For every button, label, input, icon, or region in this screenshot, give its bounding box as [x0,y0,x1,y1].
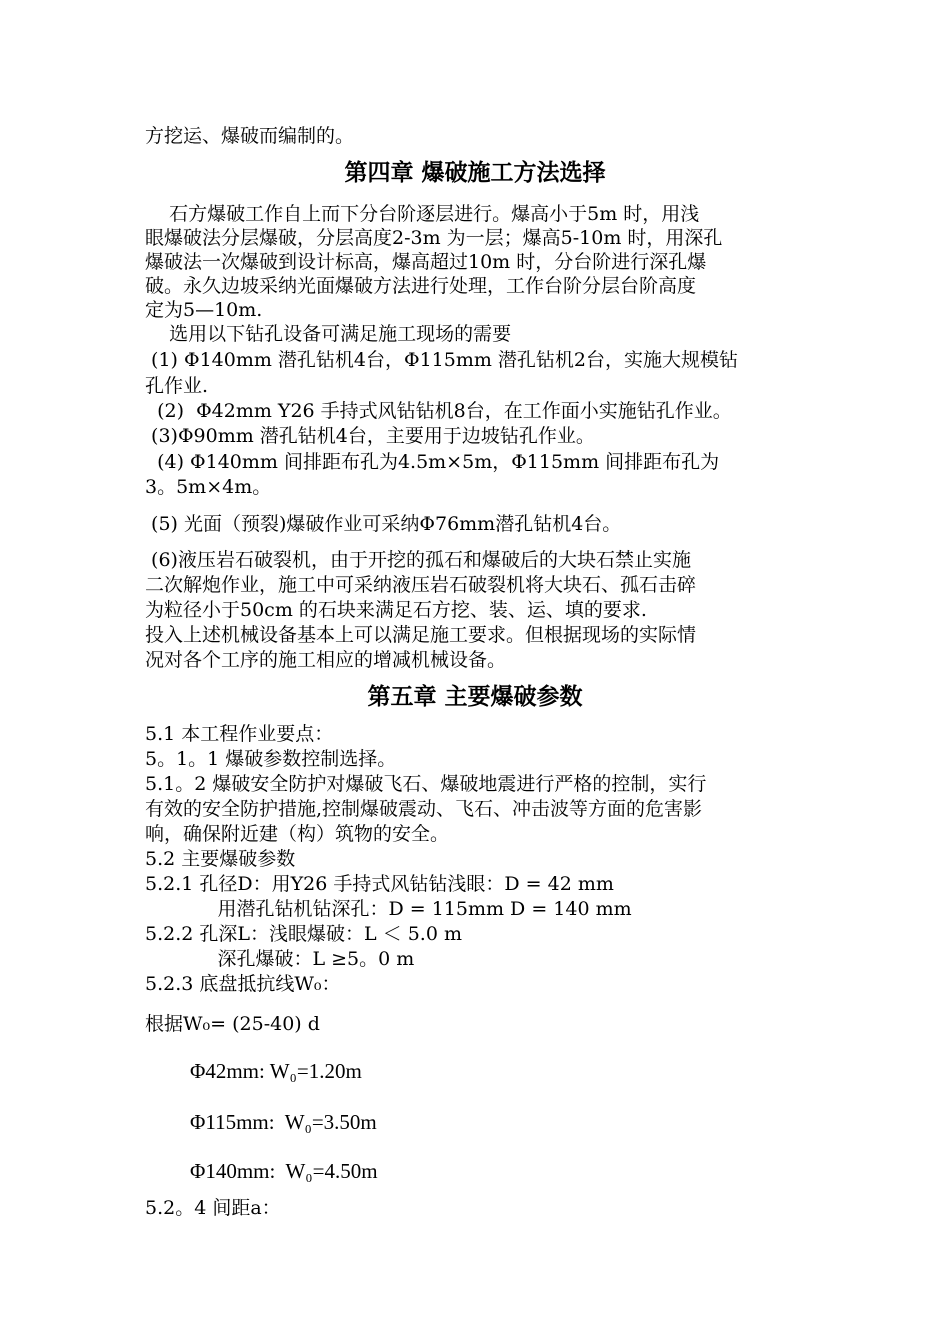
section-line: 5.2.2 孔深L：浅眼爆破：L ＜ 5.0 m [145,923,462,945]
equipment-item-4: (4) Φ140mm 间排距布孔为4.5m×5m，Φ115mm 间排距布孔为 [145,451,720,473]
equipment-item-6: (6)液压岩石破裂机，由于开挖的孤石和爆破后的大块石禁止实施 [145,549,691,571]
equipment-item-1: (1) Φ140mm 潜孔钻机4台，Φ115mm 潜孔钻机2台，实施大规模钻 [145,349,738,371]
section-line: 5.1 本工程作业要点： [145,723,334,745]
equipment-item-5: (5) 光面（预裂)爆破作业可采纳Φ76mm潜孔钻机4台。 [145,513,622,535]
chapter-4-heading: 第四章 爆破施工方法选择 [344,160,606,186]
equipment-item-1-cont: 孔作业. [145,375,209,397]
burden-value-140mm: Φ140mm: W₀=4.50m [190,1159,378,1183]
section-line: 5.2。4 间距a： [145,1197,281,1219]
paragraph-line: 石方爆破工作自上而下分台阶逐层进行。爆高小于5m 时，用浅 [145,203,700,225]
section-line: 5.2.1 孔径D：用Y26 手持式风钻钻浅眼：D = 42 mm [145,873,614,895]
paragraph-line: 二次解炮作业，施工中可采纳液压岩石破裂机将大块石、孤石击碎 [145,574,697,596]
paragraph-line: 定为5—10m. [145,299,263,321]
section-line: 深孔爆破：L ≥5。0 m [145,948,415,970]
burden-value-42mm: Φ42mm: W₀=1.20m [190,1059,362,1083]
equipment-item-3: (3)Φ90mm 潜孔钻机4台，主要用于边坡钻孔作业。 [145,425,595,447]
equipment-item-4-cont: 3。5m×4m。 [145,476,272,498]
chapter-5-heading: 第五章 主要爆破参数 [367,684,583,710]
paragraph-line: 爆破法一次爆破到设计标高，爆高超过10m 时，分台阶进行深孔爆 [145,251,707,273]
section-line: 响，确保附近建（构）筑物的安全。 [145,823,450,845]
section-line: 有效的安全防护措施,控制爆破震动、飞石、冲击波等方面的危害影 [145,798,703,820]
paragraph-line: 眼爆破法分层爆破，分层高度2-3m 为一层；爆高5-10m 时，用深孔 [145,227,723,249]
paragraph-line: 选用以下钻孔设备可满足施工现场的需要 [145,323,512,345]
formula-base: 根据W₀= (25-40) d [145,1013,320,1035]
section-line: 5.1。2 爆破安全防护对爆破飞石、爆破地震进行严格的控制，实行 [145,773,707,795]
section-line: 5.2.3 底盘抵抗线W₀： [145,973,341,995]
paragraph-line: 方挖运、爆破而编制的。 [145,125,355,147]
paragraph-line: 破。永久边坡采纳光面爆破方法进行处理，工作台阶分层台阶高度 [145,275,697,297]
equipment-item-2: (2) Φ42mm Y26 手持式风钻钻机8台，在工作面小实施钻孔作业。 [145,400,732,422]
burden-value-115mm: Φ115mm: W₀=3.50m [190,1110,377,1134]
section-line: 用潜孔钻机钻深孔：D = 115mm D = 140 mm [145,898,632,920]
section-line: 5。1。1 爆破参数控制选择。 [145,748,397,770]
paragraph-line: 为粒径小于50cm 的石块来满足石方挖、装、运、填的要求. [145,599,647,621]
paragraph-line: 况对各个工序的施工相应的增减机械设备。 [145,649,507,671]
paragraph-line: 投入上述机械设备基本上可以满足施工要求。但根据现场的实际情 [145,624,697,646]
section-line: 5.2 主要爆破参数 [145,848,296,870]
